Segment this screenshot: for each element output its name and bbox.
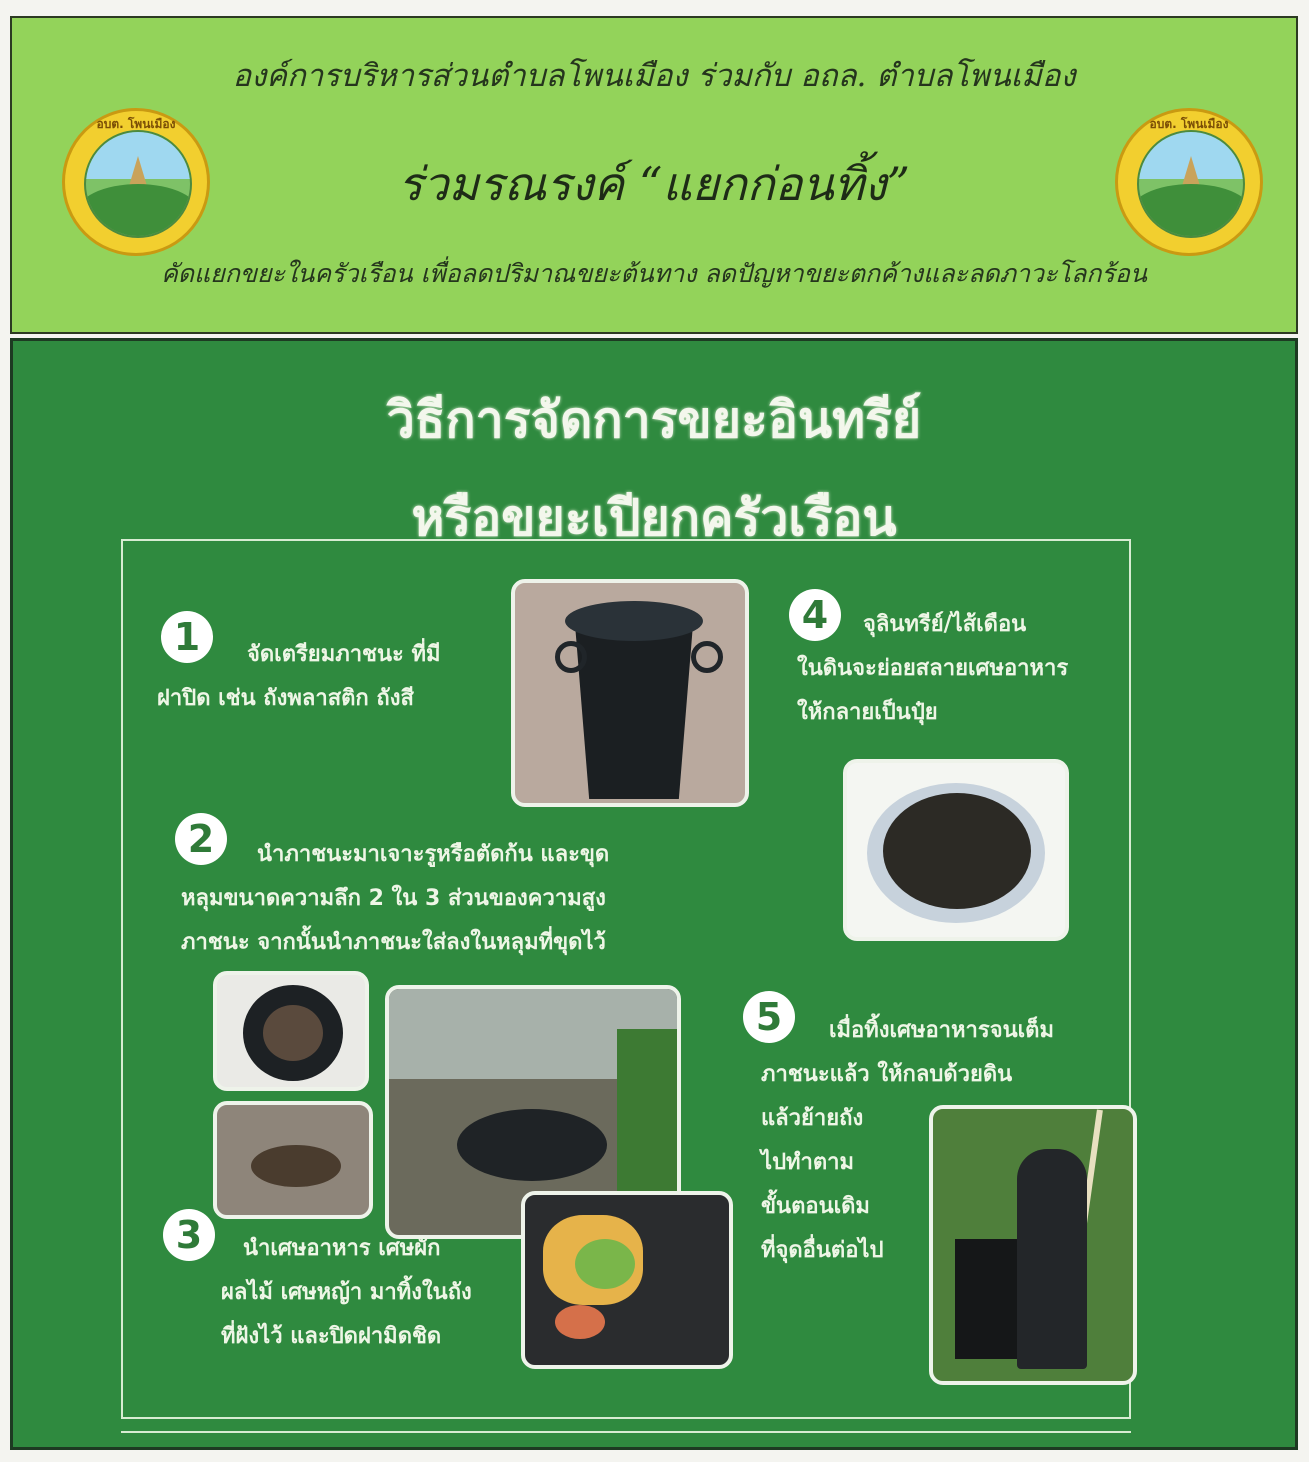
step-5-person-photo (929, 1105, 1137, 1385)
organic-waste-poster (10, 338, 1298, 1450)
bottom-divider (121, 1431, 1131, 1433)
organization-seal-left: อบต. โพนเมือง (62, 108, 210, 256)
step-2-pipe-photo (213, 971, 369, 1091)
poster-title-line2: หรือขยะเปียกครัวเรือน (411, 489, 897, 547)
step-1-text-line1: จัดเตรียมภาชนะ ที่มี (247, 642, 441, 667)
step-2-text-line1: นำภาชนะมาเจาะรูหรือตัดก้น และขุด (257, 842, 610, 867)
step-1-bucket-photo (511, 579, 749, 807)
step-1-number: 1 (161, 611, 213, 663)
step-2-text-line2: หลุมขนาดความลึก 2 ใน 3 ส่วนของความสูง (181, 886, 606, 911)
header-banner (10, 16, 1298, 334)
step-2-text-line3: ภาชนะ จากนั้นนำภาชนะใส่ลงในหลุมที่ขุดไว้ (181, 930, 606, 955)
step-2-number: 2 (175, 813, 227, 865)
step-3-text-line1: นำเศษอาหาร เศษผัก (243, 1236, 441, 1261)
step-3-text-line2: ผลไม้ เศษหญ้า มาทิ้งในถัง (221, 1280, 472, 1305)
step-4-text-line2: ในดินจะย่อยสลายเศษอาหาร (797, 656, 1069, 681)
campaign-subtitle: คัดแยกขยะในครัวเรือน เพื่อลดปริมาณขยะต้นทาง ลดปัญหาขยะตกค้างและลดภาวะโลกร้อน (161, 259, 1147, 288)
step-4-number: 4 (789, 589, 841, 641)
step-5-text-line4: ไปทำตาม (761, 1150, 855, 1175)
step-5-text-line5: ขั้นตอนเดิม (761, 1194, 870, 1219)
organizer-line: องค์การบริหารส่วนตำบลโพนเมือง ร่วมกับ อถล. ตำบลโพนเมือง (232, 58, 1076, 94)
step-1-text-line2: ฝาปิด เช่น ถังพลาสติก ถังสี (157, 686, 414, 711)
step-3-text-line3: ที่ฝังไว้ และปิดฝามิดชิด (221, 1324, 442, 1349)
step-4-text-line3: ให้กลายเป็นปุ๋ย (797, 700, 938, 725)
step-4-compost-photo (843, 759, 1069, 941)
step-5-text-line6: ที่จุดอื่นต่อไป (761, 1238, 884, 1263)
organization-seal-right: อบต. โพนเมือง (1115, 108, 1263, 256)
step-5-text-line2: ภาชนะแล้ว ให้กลบด้วยดิน (761, 1062, 1013, 1087)
step-3-food-waste-photo (521, 1191, 733, 1369)
step-5-text-line1: เมื่อทิ้งเศษอาหารจนเต็ม (829, 1018, 1054, 1043)
step-4-text-line1: จุลินทรีย์/ไส้เดือน (863, 612, 1027, 637)
step-5-number: 5 (743, 991, 795, 1043)
step-3-number: 3 (163, 1209, 215, 1261)
poster-title-line1: วิธีการจัดการขยะอินทรีย์ (386, 391, 922, 449)
campaign-title: ร่วมรณรงค์ “แยกก่อนทิ้ง” (398, 157, 910, 211)
step-2-hole-photo (213, 1101, 373, 1219)
step-5-text-line3: แล้วย้ายถัง (761, 1106, 864, 1131)
